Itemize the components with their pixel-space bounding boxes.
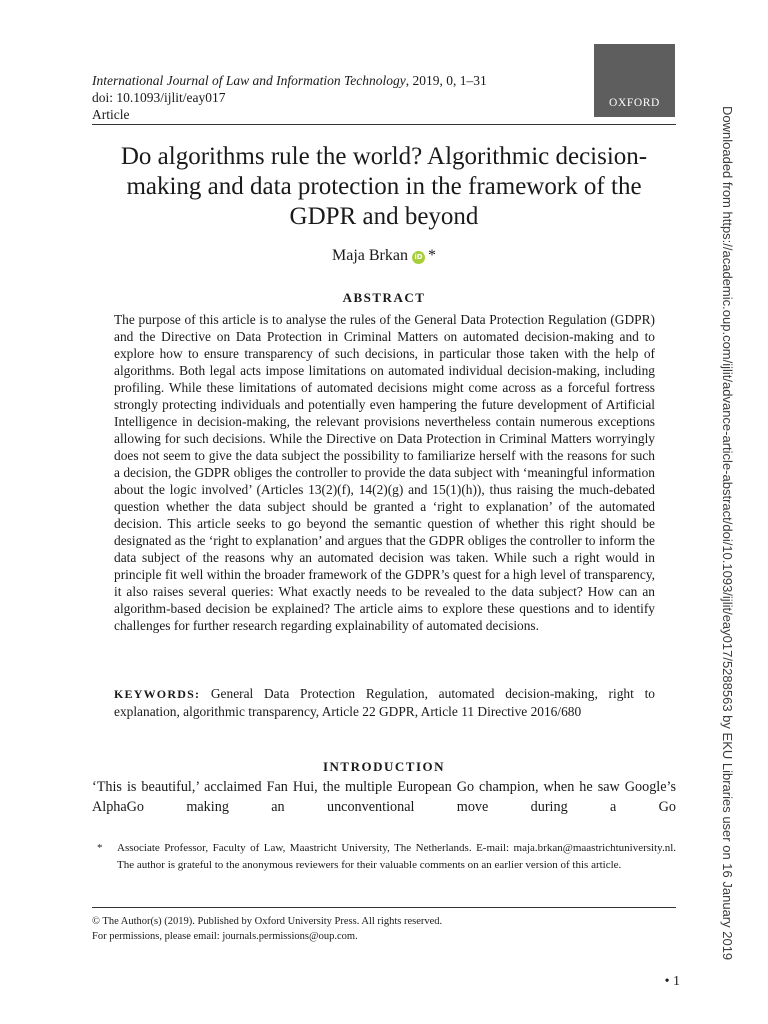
author-line [92, 246, 676, 266]
copyright-notice: © The Author(s) (2019). Published by Oxford University Press. All rights reserved. [92, 916, 443, 927]
journal-header [92, 72, 572, 123]
oxford-logo-text: OXFORD [609, 97, 660, 109]
journal-details: , 2019, 0, 1–31 [405, 73, 487, 88]
introduction-heading: INTRODUCTION [322, 759, 445, 774]
page-number: • 1 [664, 974, 680, 989]
header-divider [92, 124, 676, 125]
oxford-logo [594, 44, 675, 117]
footer-divider [92, 907, 676, 908]
copyright-block [92, 914, 676, 944]
introduction-text: ‘This is beautiful,’ acclaimed Fan Hui, the multiple European Go champion, when he saw Google’s AlphaGo making an unconventional move during a Go [92, 779, 676, 815]
article-type: Article [92, 107, 130, 122]
keywords-label: KEYWORDS: [114, 687, 201, 701]
journal-name: International Journal of Law and Information Technology [92, 73, 406, 88]
article-title: Do algorithms rule the world? Algorithmic decision-making and data protection in the framework of the GDPR and beyond [120, 143, 648, 230]
abstract-text: The purpose of this article is to analyse the rules of the General Data Protection Regulation (GDPR) and the Directive on Data Protection in Criminal Matters on automated decision-making and to explore how to ensure transparency of such decisions, in particular those taken with the help of algorithms. Both legal acts impose limitations on automated individual decision-making, including profiling. While these limitations of automated decisions might come across as a forceful fortress strongly protecting individuals and potentially even hampering the future development of Artificial Intelligence in decision-making, the relevant provisions nevertheless contain numerous exceptions allowing for such decisions. While the Directive on Data Protection in Criminal Matters worryingly does not seem to give the data subject the possibility to familiarize herself with the reasons for such a decision, the GDPR obliges the controller to provide the data subject with ‘meaningful information about the logic involved’ (Articles 13(2)(f), 14(2)(g) and 15(1)(h)), thus raising the much-debated question whether the data subject should be granted a ‘right to explanation’ of the automated decision. This article seeks to go beyond the semantic question of whether this right should be designated as the ‘right to explanation’ and argues that the GDPR obliges the controller to inform the data subject of the reasons why an automated decision was taken. While such a right would in principle fit well within the broader framework of the GDPR’s quest for a high level of transparency, it also raises several queries: What exactly needs to be revealed to the data subject? How can an algorithm-based decision be explained? The article aims to explore these questions and to identify challenges for further research regarding explainability of automated decisions. [114, 312, 655, 633]
footnote-text: Associate Professor, Faculty of Law, Maastricht University, The Netherlands. E-mail: maja.brkan@maastrichtuniversity.nl. The author is grateful to the anonymous reviewers for their valuable comments on an earlier version of this article. [117, 842, 676, 871]
footnote-mark: * [97, 842, 103, 854]
footnote [92, 840, 676, 874]
orcid-icon[interactable]: iD [412, 251, 425, 264]
abstract-heading: ABSTRACT [342, 290, 426, 305]
keywords [114, 685, 655, 720]
download-watermark: Downloaded from https://academic.oup.com/ijlit/advance-article-abstract/doi/10.1093/ijlit/eay017/5288563 by EKU Libraries user on 16 January 2019 [720, 106, 735, 961]
keywords-list: General Data Protection Regulation, automated decision-making, right to explanation, algorithmic transparency, Article 22 GDPR, Article 11 Directive 2016/680 [114, 686, 655, 719]
author-footnote-mark[interactable]: * [427, 247, 436, 264]
journal-citation [92, 72, 572, 89]
permissions-notice: For permissions, please email: journals.permissions@oup.com. [92, 931, 358, 942]
author-name: Maja Brkan [332, 247, 408, 264]
doi[interactable]: doi: 10.1093/ijlit/eay017 [92, 90, 226, 105]
